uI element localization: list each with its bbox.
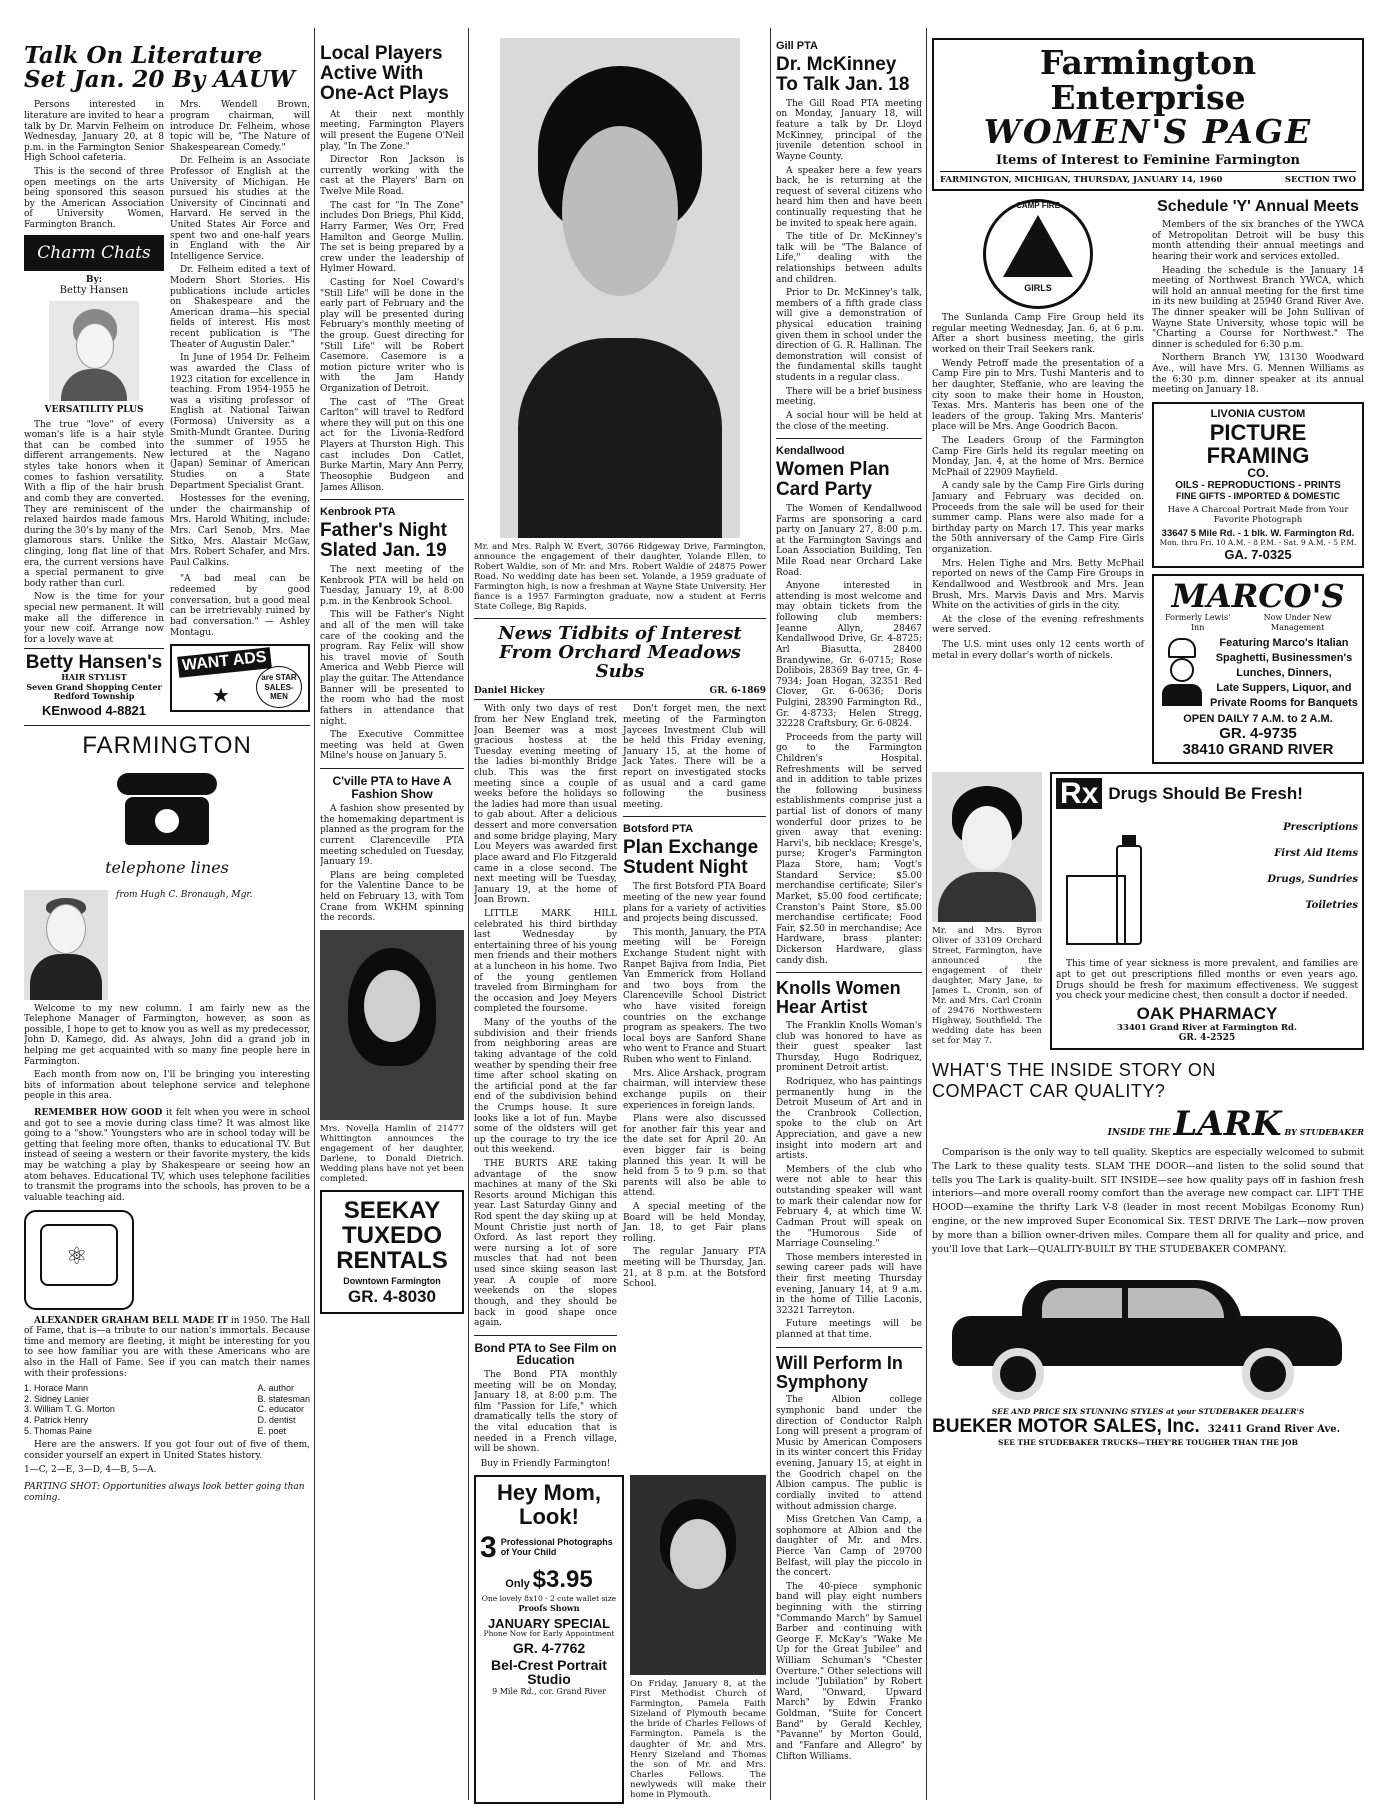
charm-author: Betty Hansen xyxy=(59,285,129,297)
hall-of-fame-quiz: 1. Horace Mann 2. Sidney Lanier 3. William T. G. Morton 4. Patrick Henry 5. Thomas Paine A. author B. statesman C. educator D. dentist E. poet xyxy=(24,1383,310,1436)
tidbits-p3: Many of the youths of the subdivision and their friends from neighboring areas are taking advantage of the cold weather by spending their free time after school skating on the artificial pond at the far end of the subdivision behind the Crumps house. It sure looks like a lot of fun. Maybe some of the oldsters will get up the courage to try the ice out this weekend. xyxy=(474,1018,617,1156)
charm-by: By: xyxy=(85,274,103,285)
camp-fire-emblem: CAMP FIRE GIRLS xyxy=(983,199,1093,309)
column-3 xyxy=(474,38,766,1804)
column-2 xyxy=(320,44,464,1804)
marcos-ad: MARCO'S Formerly Lewis' Inn Now Under New Management Featuring Marco's Italian Spaghetti, Businessmen's Lunches, Dinners, Late Suppers, Liquor, and Private Rooms for Banquets OPEN DAILY 7 A.M. to 2 A.M. GR. 4-9735 38410 GRAND RIVER xyxy=(1152,574,1364,764)
gill-p5: There will be a brief business meeting. xyxy=(776,386,922,408)
gill-headline: Dr. McKinney To Talk Jan. 18 xyxy=(776,53,910,95)
masthead-section: WOMEN'S PAGE xyxy=(983,112,1313,152)
botsford-p5: A special meeting of the Board will be held Monday, Jan. 18, to get Fair plans rolling. xyxy=(623,1202,766,1244)
knolls-p4: Those members interested in sewing career pads will have their first meeting Thursday evening, January 14, at 9 a.m. in the home of Tillie Laconis, 32321 Tarreyton. xyxy=(776,1252,922,1316)
long-wedding-caption: On Friday, January 8, at the First Methodist Church of Farmington, Pamela Faith Sizeland of Plymouth became the bride of Charles Fellows of Farmington. Pamela is the daughter of Mr. and Mrs. Henry Sizeland and Thomas the son of Mr. and Mrs. Charles Fellows. The newlyweds will make their home in Plymouth. xyxy=(630,1679,766,1800)
quiz-answers: 1—C, 2—E, 3—D, 4—B, 5—A. xyxy=(24,1465,157,1476)
lark-headline-2: COMPACT CAR QUALITY? xyxy=(932,1081,1166,1102)
telephone-p1: Welcome to my new column. I am fairly new as the Telephone Manager of Farmington, however, as soon as possible, I hope to get to know you as well as my predecessor, John D. Kamego, did. As always, John did a grand job in helping me get acquainted with so many fine people here in Farmington. xyxy=(24,1003,310,1067)
charm-p1: The true "love" of every woman's life is a hair style that can be combed into different arrangements. New styles take honors when it comes to fashion versatility. With a flip of the hair brush and comb they are converted. They are reminiscent of the relaxed hairdos made famous during the 30's by many of the glamorous stars. Unlike the clinging, long flat line of that era, the current versions have a special permanent to give body rather than curl. xyxy=(24,419,164,589)
ywca-p2: Heading the schedule is the January 14 meeting of Northwest Branch YWCA, which will hold an annual meeting for the first time in its new building at 25940 Grand River Ave. The dinner speaker will be John Sullivan of Wayne State University, whose topic will be "Charting a Course for Northwest." The dinner is scheduled for 6:30 p.m. xyxy=(1152,265,1364,350)
gill-p4: Prior to Dr. McKinney's talk, members of a fifth grade class will give a demonstration of physical education training given them in school under the direction of G. R. Hallinan. The demonstration will consist of the fundamental skills taught students in a regular class. xyxy=(776,288,922,384)
botsford-headline: Plan Exchange Student Night xyxy=(623,837,759,879)
tidbits-byline: Daniel Hickey xyxy=(474,685,545,696)
gill-p1: The Gill Road PTA meeting on Monday, January 18, will feature a talk by Dr. Lloyd McKinney, principal of the juvenile detention school in Wayne County. xyxy=(776,98,922,162)
chef-icon xyxy=(1158,638,1206,708)
telephone-p3: REMEMBER HOW GOOD it felt when you were in school and got to see a movie during class time? It was almost like going to a "show." Youngsters who are in school today will be getting that feeling more often, thanks to educational TV. But instead of seeing a western or their favorite mystery, the kids may be watching a play by Shakespeare or seeing how an atom behaves. Educational TV, which uses telephone facilities to transmit the programs into the schools, has proven to be a valuable teaching aid. xyxy=(24,1108,310,1203)
livonia-framing-ad: LIVONIA CUSTOM PICTURE FRAMING CO. OILS - REPRODUCTIONS - PRINTS FINE GIFTS - IMPORTED & DOMESTIC Have A Charcoal Portrait Made from Your Favorite Photograph 33647 5 Mile Rd. - 1 blk. W. Farmington Rd. Mon. thru Fri. 10 A.M. - 8 P.M. - Sat. 9 A.M. - 5 P.M. GA. 7-0325 xyxy=(1152,402,1364,568)
ywca-p1: Members of the six branches of the YWCA of Metropolitan Detroit will be busy this month attending their annual meetings and hearing their work and services extolled. xyxy=(1152,220,1364,262)
gill-p3: The title of Dr. McKinney's talk will be "The Balance of Life," dealing with the relationships between adults and children. xyxy=(776,232,922,285)
bond-headline: Bond PTA to See Film on Education xyxy=(474,1340,617,1368)
cville-p1: A fashion show presented by the homemaking department is planned as the program for the current Clarenceville PTA meeting scheduled on Tuesday, January 19. xyxy=(320,804,464,868)
cville-headline: C'ville PTA to Have A Fashion Show xyxy=(332,773,452,801)
gill-p2: A speaker here a few years back, he is returning at the request of several citizens who heard him then and have been continually requesting that he be invited to speak here again. xyxy=(776,165,922,229)
kendallwood-p1: The Women of Kendallwood Farms are sponsoring a card party on January 27, 8:00 p.m. at the Farmington Savings and Loan Association Building, Ten Mile Road near Orchard Lake Road. xyxy=(776,503,922,578)
telephone-logo: FARMINGTON telephone lines xyxy=(82,732,252,877)
players-p4: Casting for Noel Coward's "Still Life" will be done in the early part of February and the play will be presented during February's monthly meeting of the group. Guest directing for "Still Life" will be Robert Casemore. Casemore is a motion picture writer who is with the Jam Handy Organization of Detroit. xyxy=(320,277,464,395)
botsford-p6: The regular January PTA meeting will be Thursday, Jan. 21, at 8 p.m. at the Botsford School. xyxy=(623,1247,766,1290)
masthead-dateline: FARMINGTON, MICHIGAN, THURSDAY, JANUARY 14, 1960 xyxy=(940,175,1223,186)
bond-slogan: Buy in Friendly Farmington! xyxy=(480,1458,611,1469)
kenbrook-p3: The Executive Committee meeting was held at Gwen Milne's house on January 5. xyxy=(320,730,464,762)
tidbits-headline: News Tidbits of Interest From Orchard Meadows Subs xyxy=(498,623,742,682)
campfire-p2: Wendy Petroff made the presentation of a Camp Fire pin to Mrs. Tushi Manteris and to her daughter, Steffanie, who are leaving the city soon to make their home in Houston, Texas. Mrs. Manteris has been one of the leaders of the group. Taking Mrs. Manteris' place will be Mrs. Ange Goodrich Bacon. xyxy=(932,358,1144,433)
gill-kicker: Gill PTA xyxy=(776,40,818,52)
masthead xyxy=(932,38,1364,191)
campfire-p6: At the close of the evening refreshments were served. xyxy=(932,614,1144,636)
column-1 xyxy=(24,44,310,1804)
botsford-p4: Plans were also discussed for another fair this year and the date set for April 20. An even bigger fair is being planned this year. It will be held from 5 to 9 p.m. so that parents will also be able to attend. xyxy=(623,1114,766,1199)
aauw-p6: In June of 1954 Dr. Felheim was awarded the Class of 1923 citation for excellence in teaching. From 1954-1955 he was a visiting professor of English at National Taiwan (Formosa) University as a Smith-Mundt Grantee. During the summer of 1955 he lectured at the Nagano (Japan) Seminar of American Studies on a State Department Specialist Grant. xyxy=(170,353,310,491)
aauw-p5: Dr. Felheim edited a text of Modern Short Stories. His publications include articles on Shakespeare and the American drama—his special fields of interest. His most recent publication is "The Theater of Augustin Daler." xyxy=(170,265,310,350)
players-headline: Local Players Active With One-Act Plays xyxy=(320,44,449,104)
want-ads-graphic: WANT ADS are STAR SALES-MEN ★ xyxy=(170,644,310,712)
ywca-p3: Northern Branch YW, 13130 Woodward Ave., will have Mrs. G. Mennen Williams as the 6:30 p.m. dinner speaker at its annual meeting on January 18. xyxy=(1152,353,1364,396)
oak-pharmacy-ad: Rx Drugs Should Be Fresh! Prescriptions First Aid Items Drugs, Sundries Toiletries This time of year sickness is more prevalent, and families are apt to get out prescriptions filled months or even years ago. Drugs should be fresh for maximum effectiveness. We suggest you check your medicine chest, then consult a doctor if needed. OAK PHARMACY 33401 Grand River at Farmington Rd. GR. 4-2525 xyxy=(1050,772,1364,1050)
hamlin-caption: Mrs. Novella Hamlin of 21477 Whittington announces the engagement of her daughter, Darlene, to Donald Dietrich. Wedding plans have not yet been completed. xyxy=(320,1123,464,1184)
lark-logo: LARK xyxy=(1173,1103,1282,1144)
ywca-headline: Schedule 'Y' Annual Meets xyxy=(1157,198,1359,216)
charm-p2: Now is the time for your special new permanent. It will make all the difference in your new coif. Arrange now for a lovely wave at xyxy=(24,592,164,645)
betty-hansen-ad: Betty Hansen's HAIR STYLIST Seven Grand Shopping Center Redford Township KEnwood 4-8821 xyxy=(24,648,164,717)
telephone-icon xyxy=(107,765,227,855)
campfire-p4: A candy sale by the Camp Fire Girls during January and February was decided on. Proceeds from the sale will be used for their summer camp. Plans were also made for a birthday party on March 17. This year marks the 50th anniversary of the Camp Fire Girls organization. xyxy=(932,481,1144,556)
botsford-p2: This month, January, the PTA meeting will be Foreign Exchange Student night with Ranpet Bajiva from India, Piet Van Emmerick from Holland and two boys from the Clarenceville School District who have visited foreign countries on the exchange program as speakers. The two local boys are Sanford Shane who went to France and Stuart Ruben who went to Finland. xyxy=(623,927,766,1066)
symphony-headline: Will Perform In Symphony xyxy=(776,1352,903,1392)
knolls-p5: Future meetings will be planned at that time. xyxy=(776,1319,922,1341)
players-p2: Director Ron Jackson is currently working with the cast at the Players' Barn on Twelve Mile Road. xyxy=(320,155,464,198)
kendallwood-p2: Anyone interested in attending is most welcome and may obtain tickets from the following club members: Jeanne Allyn, 28467 Kendallwood Drive, Gr. 4-8725; Arl Biasutta, 28400 Brandywine, Gr. 6-0715; Rose Dolibois, 28369 Bay tree, Gr. 4-7934; Joan Hogan, 32351 Red Clover, Gr. 6-0636; Doris Pulgini, 28390 Farmington Rd., Gr. 4-8733; Helen Stregg, 32228 Craftsbury, Gr. 6-0824. xyxy=(776,581,922,730)
tv-cartoon: ⚛ xyxy=(24,1210,134,1310)
kenbrook-headline: Father's Night Slated Jan. 19 xyxy=(320,520,447,562)
aauw-p1: Persons interested in literature are invited to hear a talk by Dr. Marvin Felheim on Wednesday, January 20, at 8 p.m. in the Farmington Senior High School cafeteria. xyxy=(24,100,164,164)
lark-ad: WHAT'S THE INSIDE STORY ON COMPACT CAR QUALITY? INSIDE THE LARK BY STUDEBAKER Comparison is the only way to tell quality. Skeptics are especially welcomed to submit The Lark to these quality tests. SLAM THE DOOR—and listen to the solid sound that tells you The Lark is quality-built. SIT INSIDE—see how quality pays off in fashion fresh interiors—and more overall roomy comfort than the average new compact car. LIFT THE HOOD—examine the thrifty Lark V-8 (leader in most recent Mobilgas Economy Run) engine, or the new improved Super Economical Six. TEST DRIVE The Lark—now proven by more than a billion owner-driven miles. Compare them all for quality and price, and you'll love that Lark—QUALITY-BUILT BY THE STUDEBAKER COMPANY. SEE AND PRICE SIX STUNNING STYLES at your STUDEBAKER DEALER'S BUEKER MOTOR SALES, Inc. 32411 Grand River Ave. SEE THE STUDEBAKER TRUCKS—THEY'RE TOUGHER THAN THE JOB xyxy=(932,1060,1364,1448)
tidbits-p5: Don't forget men, the next meeting of the Farmington Jaycees Investment Club will be held this Friday evening, January 15, at the home of Jack Yates. There will be a report on investigated stocks as usual and a card game following the business meeting. xyxy=(623,704,766,810)
long-wedding-photo xyxy=(630,1475,766,1675)
players-p1: At their next monthly meeting, Farmington Players will present the Eugene O'Neil play, "In The Zone." xyxy=(320,109,464,152)
bond-p1: The Bond PTA monthly meeting will be on Monday, January 18, at 8:00 p.m. The film "Passion for Life," which dramatically tells the story of the vital education that is needed in a French village, will be shown. xyxy=(474,1369,617,1455)
aauw-p4: Dr. Felheim is an Associate Professor of English at the University of Michigan. He pursued his studies at the University of Cincinnati and Harvard. He served in the United States Air Force and spent two and one-half years in England with the Air Intelligence Service. xyxy=(170,156,310,262)
symphony-p2: Miss Gretchen Van Camp, a sophomore at Albion and the daughter of Mr. and Mrs. Pierce Van Camp of 29700 Belfast, will play the piccolo in the concert. xyxy=(776,1515,922,1579)
symphony-p3: The 40-piece symphonic band will play eight numbers beginning with the stirring "Commando March" by Samuel Barber and continuing with George F. McKay's "Wake Me Up for the Great Jubilee" and William Schuman's "Chester Overture." Other selections will include "Jubilation" by Robert Ward, "Onward, Upward March" by Edwin Franko Goldman, "Suite for Concert Band" by Gerald Kechley, "Pavanne" by Morton Gould, and "Fanfare and Allegro" by Clifton Williams. xyxy=(776,1581,922,1762)
aauw-p2: This is the second of three open meetings on the arts being sponsored this season by the American Association of University Women, Farmington Branch. xyxy=(24,166,164,230)
players-p5: The cast of "The Great Carlton" will travel to Redford where they will put on this one act for the Livonia-Redford Players at Thurston High. This cast includes Don Catlet, Burke Martin, Mary Ann Perry, Theosophie Budgeon and James Allison. xyxy=(320,397,464,493)
botsford-p3: Mrs. Alice Arshack, program chairman, will interview these exchange pupils on their experiences in foreign lands. xyxy=(623,1068,766,1111)
oak-headline: Drugs Should Be Fresh! xyxy=(1108,783,1303,803)
masthead-title: Farmington Enterprise xyxy=(1039,43,1257,117)
symphony-p1: The Albion college symphonic band under the direction of Conductor Ralph Long will present a program of Music by American Composers in its winter concert this Friday evening, January 15, at eight in the Goodrich chapel on the Albion campus. The public is cordially invited to attend without admission charge. xyxy=(776,1395,922,1512)
seekay-ad: SEEKAY TUXEDO RENTALS Downtown Farmington GR. 4-8030 xyxy=(320,1190,464,1314)
oliver-caption: Mr. and Mrs. Byron Oliver of 33109 Orchard Street, Farmington, have announced the engagement of their daughter, Mary Jane, to James L. Cronin, son of Mr. and Mrs. Carl Cronin of 29476 Northwestern Highway, Southfield. The wedding date has been set for May 7. xyxy=(932,925,1042,1047)
aauw-p7: Hostesses for the evening, under the chairmanship of Mrs. Harold Whiting, include: Mrs. Carl Senob, Mrs. Mae Sitko, Mrs. Alastair McGaw, Mrs. Robert Schafer, and Mrs. Paul Calkins. xyxy=(170,494,310,568)
tidbits-p4: THE BURTS ARE taking advantage of the snow machines at many of the Ski Resorts around Michigan this year. Last Saturday Ginny and Rod spent the day skiing up at Mount Christie just north of Oxford. As last report they were nursing a lot of sore muscles that had not been used since skiing season last year. A couple of more weekends on the slopes though, and they should be back in good shape once again. xyxy=(474,1158,617,1329)
kenbrook-p1: The next meeting of the Kenbrook PTA will be held on Tuesday, January 19, at 8:00 p.m. in the Kenbrook School. xyxy=(320,564,464,607)
aauw-quote: "A bad meal can be redeemed by good conversation, but a good meal can be irretrievably ruined by bad conversation." — Ashley Montagu. xyxy=(170,574,310,638)
charm-chats-logo: Charm Chats xyxy=(24,235,164,271)
hugh-bronaugh-photo xyxy=(24,890,108,1000)
drug-bottles-icon xyxy=(1056,815,1166,955)
belcrest-ad: Hey Mom, Look! 3 Professional Photographs of Your Child Only $3.95 One lovely 8x10 - 2 cute wallet size Proofs Shown JANUARY SPECIAL Phone Now for Early Appointment GR. 4-7762 Bel-Crest Portrait Studio 9 Mile Rd., cor. Grand River xyxy=(474,1475,624,1803)
lark-headline-1: WHAT'S THE INSIDE STORY ON xyxy=(932,1060,1216,1081)
botsford-kicker: Botsford PTA xyxy=(623,823,694,836)
oak-name: OAK PHARMACY xyxy=(1136,1003,1278,1023)
cville-p2: Plans are being completed for the Valentine Dance to be held on February 13, with Tom Crane from WKHM spinning the records. xyxy=(320,870,464,924)
betty-hansen-photo xyxy=(49,301,139,401)
rx-icon: Rx xyxy=(1056,778,1102,810)
kenbrook-kicker: Kenbrook PTA xyxy=(320,506,396,519)
oliver-photo xyxy=(932,772,1042,922)
tidbits-p1: With only two days of rest from her New England trek, Joan Beemer was a most gracious hostess at the Tuesday evening meeting of the ladies bi-monthly Bridge club. This was the first meeting since a couple of weeks before the holidays so the ladies had more than usual to gab about. After a delicious dessert and more conversation and some bridge playing, Mary Lou Meyers was awarded first place award and Flo Fitzgerald came in a close second. The next meeting will be Tuesday, January 19, at the home of Joan Brown. xyxy=(474,704,617,906)
right-block xyxy=(932,38,1364,1804)
players-p3: The cast for "In The Zone" includes Don Briegs, Phil Kidd, Harry Farmer, Wes Orr, Fred Hamilton and George Mullin. The set is being prepared by a crew under the leadership of Hylmer Howard. xyxy=(320,200,464,275)
telephone-p5: Here are the answers. If you got four out of five of them, consider yourself an expert in United States history. xyxy=(24,1440,310,1461)
knolls-p1: The Franklin Knolls Woman's club was honored to have as their guest speaker last Thursday, Hugo Rodriquez, prominent Detroit artist. xyxy=(776,1020,922,1074)
lark-body: Comparison is the only way to tell quality. Skeptics are especially welcomed to submit The Lark to these quality tests. SLAM THE DOOR—and listen to the solid sound that tells you The Lark is quality-built. SIT INSIDE—see how quality pays off in fashion fresh interiors—and more overall roomy comfort than the average new compact car. LIFT THE HOOD—examine the thrifty Lark V-8 (leader in most recent Mobilgas Economy Run) engine, or the new improved Super Economical Six. TEST DRIVE The Lark—now proven by more than a billion owner-driven miles. Compare them all for quality and price, and you'll love that Lark—QUALITY-BUILT BY THE STUDEBAKER COMPANY. xyxy=(932,1147,1364,1255)
campfire-p3: The Leaders Group of the Farmington Camp Fire Girls held its regular meeting on Monday, Jan. 4, at the home of Mrs. Bernice McPhail of 22909 Mayfield. xyxy=(932,435,1144,478)
botsford-p1: The first Botsford PTA Board meeting of the new year found plans for a variety of activities and projects being discussed. xyxy=(623,882,766,925)
tidbits-phone: GR. 6-1869 xyxy=(709,685,766,696)
aauw-headline: Talk On Literature Set Jan. 20 By AAUW xyxy=(24,44,295,94)
mint-filler: The U.S. mint uses only 12 cents worth of metal in every dollar's worth of nickels. xyxy=(932,639,1144,661)
kenbrook-p2: This will be Father's Night and all of the men will take care of the cooking and the program. Ray Felix will show his travel movie of South America and Webb Pierce will play the guitar. The Attendance Banner will be presented to the room who had the most fathers in attendance that night. xyxy=(320,610,464,727)
dealer-name: BUEKER MOTOR SALES, Inc. xyxy=(932,1416,1200,1438)
evert-caption: Mr. and Mrs. Ralph W. Evert, 30766 Ridgeway Drive, Farmington, announce the engagement of their daughter, Yolande Ellen, to Robert Waldie, son of Mr. and Mrs. Robert Waldie of 24875 Power Road. No wedding date has been set. Yolande, a 1959 graduate of Farmington high, is now a freshman at Wayne State University. Her fiance is a 1957 Farmington graduate, now a student at Ferris State College, Big Rapids. xyxy=(474,542,766,613)
telephone-from: from Hugh C. Bronaugh, Mgr. xyxy=(116,889,253,900)
masthead-tagline: Items of Interest to Feminine Farmington xyxy=(995,152,1300,168)
column-4 xyxy=(776,38,922,1804)
kendallwood-p3: Proceeds from the party will go to the Farmington Children's Hospital. Refreshments will be served and in addition to table prizes the following business establishments comprise just a partial list of donors of many wonderful door prizes to be given away that evening: Harvi's, bib necklace; Kresge's, purse; Kroger's Farmington Plaza Store, ham; Vogt's Standard Service; $5.00 merchandise certificate; Siler's Market, $5.00 food certificate; Cranston's Paint Store, $5.00 merchandise certificate; Food Fair, $2.50 in merchandise; Ace Hardware, brass planter; Dickerson Hardware, glass candy dish. xyxy=(776,732,922,966)
tidbits-p2: LITTLE MARK HILL celebrated his third birthday last Wednesday by entertaining three of his young men friends and their mothers at a luncheon in his home. Two of the young gentlemen traveled from Birmingham for the occasion and Joey Meyers completed the foursome. xyxy=(474,908,617,1015)
knolls-p3: Members of the club who were not able to hear this outstanding speaker will want to mark their calendar now for February 4, at which time W. Cadman Prout will speak on the "Humorous Side of Marriage Counseling." xyxy=(776,1164,922,1250)
hamlin-photo xyxy=(320,930,464,1120)
oak-body: This time of year sickness is more prevalent, and families are apt to get out prescriptions filled months or even years ago. Drugs should be fresh for maximum effectiveness. We suggest you check your medicine chest, then consult a doctor if needed. xyxy=(1056,959,1358,1002)
star-icon: ★ xyxy=(212,683,230,708)
kendallwood-kicker: Kendallwood xyxy=(776,445,845,458)
gill-p6: A social hour will be held at the close of the meeting. xyxy=(776,410,922,432)
telephone-p2: Each month from now on, I'll be bringing you interesting bits of information about telephone service and telephone people in this area. xyxy=(24,1070,310,1102)
knolls-p2: Rodriquez, who has paintings permanently hung in the Detroit Museum of Art and in the Cranbrook Collection, spoke to the club on Art Appreciation, and gave a new insight into modern art and artists. xyxy=(776,1077,922,1162)
parting-shot: PARTING SHOT: Opportunities always look better going than coming. xyxy=(24,1482,305,1503)
aauw-p3: Mrs. Wendell Brown, program chairman, will introduce Dr. Felheim, whose topic will be, "The Nature of Shakespearean Comedy." xyxy=(170,100,310,153)
campfire-p5: Mrs. Helen Tighe and Mrs. Betty McPhail reported on news of the Camp Fire Groups in Kendallwood and Westbrook and Mrs. Jean Brush, Mrs. Marvis Davis and Mrs. Marvis White on the activities of girls in the city. xyxy=(932,558,1144,612)
kendallwood-headline: Women Plan Card Party xyxy=(776,459,890,501)
telephone-p4: ALEXANDER GRAHAM BELL MADE IT in 1950. The Hall of Fame, that is—a tribute to our nation's immortals. Because time and memory are fleeting, it might be interesting for you to see how familiar you are with these Americans who are also in the Hall of Fame. See if you can match their names with their professions: xyxy=(24,1315,310,1379)
masthead-section-no: SECTION TWO xyxy=(1284,175,1356,186)
charm-subhead: VERSATILITY PLUS xyxy=(44,405,144,416)
campfire-p1: The Sunlanda Camp Fire Group held its regular meeting Wednesday, Jan. 6, at 6 p.m. After a short business meeting, the girls worked on their Trail Seekers rank. xyxy=(932,313,1144,356)
evert-photo xyxy=(500,38,740,538)
knolls-headline: Knolls Women Hear Artist xyxy=(776,978,901,1018)
lark-car-illustration xyxy=(932,1262,1364,1402)
